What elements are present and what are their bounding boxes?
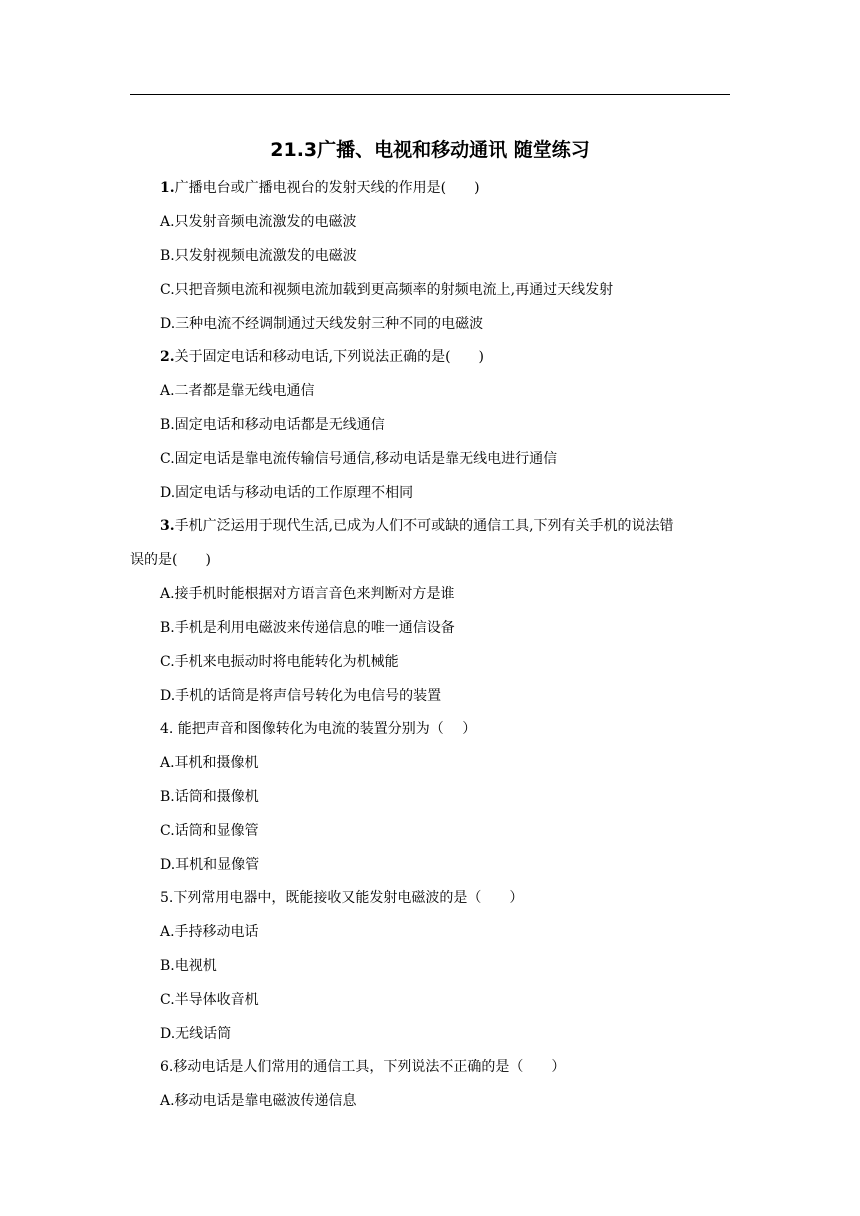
question-3-option-b: B.手机是利用电磁波来传递信息的唯一通信设备 bbox=[160, 620, 455, 636]
question-2-option-d: D.固定电话与移动电话的工作原理不相同 bbox=[160, 485, 414, 501]
question-number: 1. bbox=[160, 180, 175, 196]
question-3-stem-continued: 误的是( ) bbox=[130, 552, 211, 568]
question-3-option-d: D.手机的话筒是将声信号转化为电信号的装置 bbox=[160, 688, 442, 704]
question-3-stem bbox=[160, 516, 674, 536]
question-1-option-a: A.只发射音频电流激发的电磁波 bbox=[160, 214, 357, 230]
question-4-option-b: B.话筒和摄像机 bbox=[160, 789, 259, 805]
question-5-stem bbox=[160, 888, 523, 908]
question-2-option-c: C.固定电话是靠电流传输信号通信,移动电话是靠无线电进行通信 bbox=[160, 451, 558, 467]
question-5-option-c: C.半导体收音机 bbox=[160, 992, 259, 1008]
question-4-option-d: D.耳机和显像管 bbox=[160, 857, 260, 873]
question-number: 5. bbox=[160, 890, 174, 906]
question-2-stem bbox=[160, 347, 484, 367]
question-number: 2. bbox=[160, 349, 175, 365]
question-4-stem bbox=[160, 719, 476, 739]
question-number: 3. bbox=[160, 518, 175, 534]
question-text: 关于固定电话和移动电话,下列说法正确的是( ) bbox=[174, 349, 484, 365]
question-5-option-b: B.电视机 bbox=[160, 958, 217, 974]
header-rule bbox=[130, 94, 730, 95]
question-number: 6. bbox=[160, 1059, 174, 1075]
question-4-option-c: C.话筒和显像管 bbox=[160, 823, 259, 839]
question-5-option-d: D.无线话筒 bbox=[160, 1026, 232, 1042]
question-4-option-a: A.耳机和摄像机 bbox=[160, 755, 259, 771]
question-text: 移动电话是人们常用的通信工具，下列说法不正确的是（ ） bbox=[173, 1059, 566, 1075]
question-1-stem bbox=[160, 178, 480, 198]
question-text: 手机广泛运用于现代生活,已成为人们不可或缺的通信工具,下列有关手机的说法错 bbox=[174, 518, 674, 534]
question-6-stem bbox=[160, 1057, 565, 1077]
question-1-option-c: C.只把音频电流和视频电流加载到更高频率的射频电流上,再通过天线发射 bbox=[160, 282, 614, 298]
question-1-option-d: D.三种电流不经调制通过天线发射三种不同的电磁波 bbox=[160, 316, 484, 332]
question-text: 下列常用电器中，既能接收又能发射电磁波的是（ ） bbox=[173, 890, 524, 906]
question-3-option-c: C.手机来电振动时将电能转化为机械能 bbox=[160, 654, 399, 670]
question-6-option-a: A.移动电话是靠电磁波传递信息 bbox=[160, 1093, 357, 1109]
question-number: 4. bbox=[160, 721, 174, 737]
question-5-option-a: A.手持移动电话 bbox=[160, 924, 259, 940]
page-title: 21.3广播、电视和移动通讯 随堂练习 bbox=[270, 139, 590, 161]
question-1-option-b: B.只发射视频电流激发的电磁波 bbox=[160, 248, 357, 264]
question-text: 能把声音和图像转化为电流的装置分别为（ ） bbox=[173, 721, 477, 737]
question-3-option-a: A.接手机时能根据对方语言音色来判断对方是谁 bbox=[160, 586, 455, 602]
question-2-option-b: B.固定电话和移动电话都是无线通信 bbox=[160, 417, 385, 433]
question-2-option-a: A.二者都是靠无线电通信 bbox=[160, 383, 315, 399]
question-text: 广播电台或广播电视台的发射天线的作用是( ) bbox=[174, 180, 480, 196]
